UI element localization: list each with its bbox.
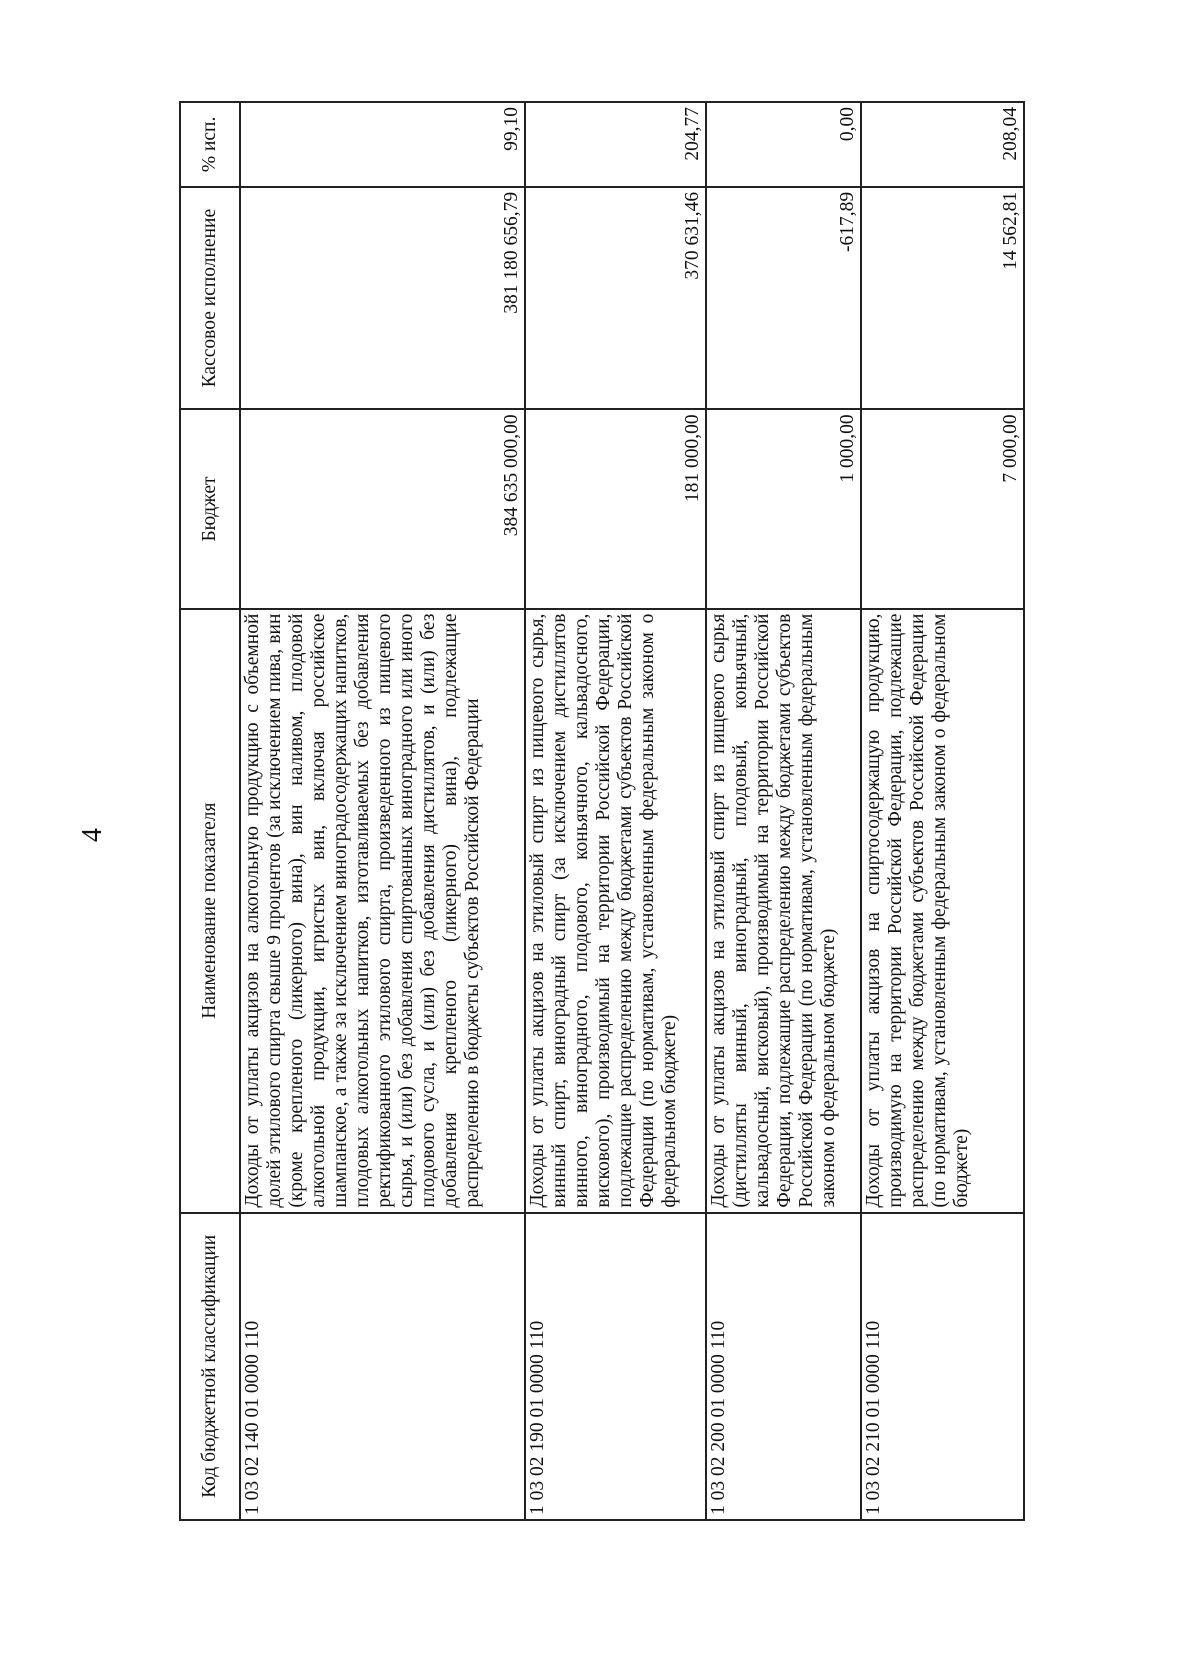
cell-execution: -617,89 bbox=[706, 187, 861, 410]
cell-budget: 384 635 000,00 bbox=[240, 409, 525, 608]
cell-budget: 1 000,00 bbox=[706, 409, 861, 608]
header-code: Код бюджетной классификации bbox=[180, 1213, 240, 1520]
budget-execution-table bbox=[179, 101, 1025, 1521]
cell-budget: 7 000,00 bbox=[861, 409, 1024, 608]
header-budget: Бюджет bbox=[180, 409, 240, 608]
cell-percent: 0,00 bbox=[706, 102, 861, 187]
table-row bbox=[706, 102, 861, 1520]
cell-execution: 14 562,81 bbox=[861, 187, 1024, 410]
cell-code: 1 03 02 140 01 0000 110 bbox=[240, 1213, 525, 1520]
cell-percent: 208,04 bbox=[861, 102, 1024, 187]
cell-percent: 204,77 bbox=[525, 102, 706, 187]
cell-code: 1 03 02 190 01 0000 110 bbox=[525, 1213, 706, 1520]
header-execution: Кассовое исполнение bbox=[180, 187, 240, 410]
cell-name: Доходы от уплаты акцизов на этиловый спирт из пищевого сырья (дистилляты винный, виноградный, плодовый, коньячный, кальвадосный, висковый), производимый на территории Российской Федерации, подлежащие распределению между бюджетами субъектов Российской Федерации (по нормативам, установленным федеральным законом о федеральном бюджете) bbox=[706, 609, 861, 1213]
header-percent: % исп. bbox=[180, 102, 240, 187]
header-name: Наименование показателя bbox=[180, 609, 240, 1213]
table-row bbox=[861, 102, 1024, 1520]
table-row bbox=[240, 102, 525, 1520]
cell-name: Доходы от уплаты акцизов на алкогольную продукцию с объемной долей этилового спирта свыше 9 процентов (за исключением пива, вин (кроме крепленого (ликерного) вина), вин наливом, плодовой алкогольной продукции, игристых вин, включая российское шампанское, а также за исключением виноградосодержащих напитков, плодовых алкогольных напитков, изготавливаемых без добавления ректификованного этилового спирта, произведенного из пищевого сырья, и (или) без добавления спиртованных виноградного или иного плодового сусла, и (или) без добавления дистиллятов, и (или) без добавления крепленого (ликерного) вина), подлежащие распределению в бюджеты субъектов Российской Федерации bbox=[240, 609, 525, 1213]
cell-name: Доходы от уплаты акцизов на спиртосодержащую продукцию, производимую на территории Российской Федерации, подлежащие распределению между бюджетами субъектов Российской Федерации (по нормативам, установленным федеральным законом о федеральном бюджете) bbox=[861, 609, 1024, 1213]
table-header-row bbox=[180, 102, 240, 1520]
cell-budget: 181 000,00 bbox=[525, 409, 706, 608]
cell-name: Доходы от уплаты акцизов на этиловый спирт из пищевого сырья, винный спирт, виноградный спирт (за исключением дистиллятов винного, виноградного, плодового, коньячного, кальвадосного, вискового), производимый на территории Российской Федерации, подлежащие распределению между бюджетами субъектов Российской Федерации (по нормативам, установленным федеральным законом о федеральном бюджете) bbox=[525, 609, 706, 1213]
page-number: 4 bbox=[77, 828, 108, 842]
cell-code: 1 03 02 200 01 0000 110 bbox=[706, 1213, 861, 1520]
cell-percent: 99,10 bbox=[240, 102, 525, 187]
cell-code: 1 03 02 210 01 0000 110 bbox=[861, 1213, 1024, 1520]
rotated-table-container bbox=[179, 101, 1023, 1521]
table-row bbox=[525, 102, 706, 1520]
cell-execution: 381 180 656,79 bbox=[240, 187, 525, 410]
cell-execution: 370 631,46 bbox=[525, 187, 706, 410]
